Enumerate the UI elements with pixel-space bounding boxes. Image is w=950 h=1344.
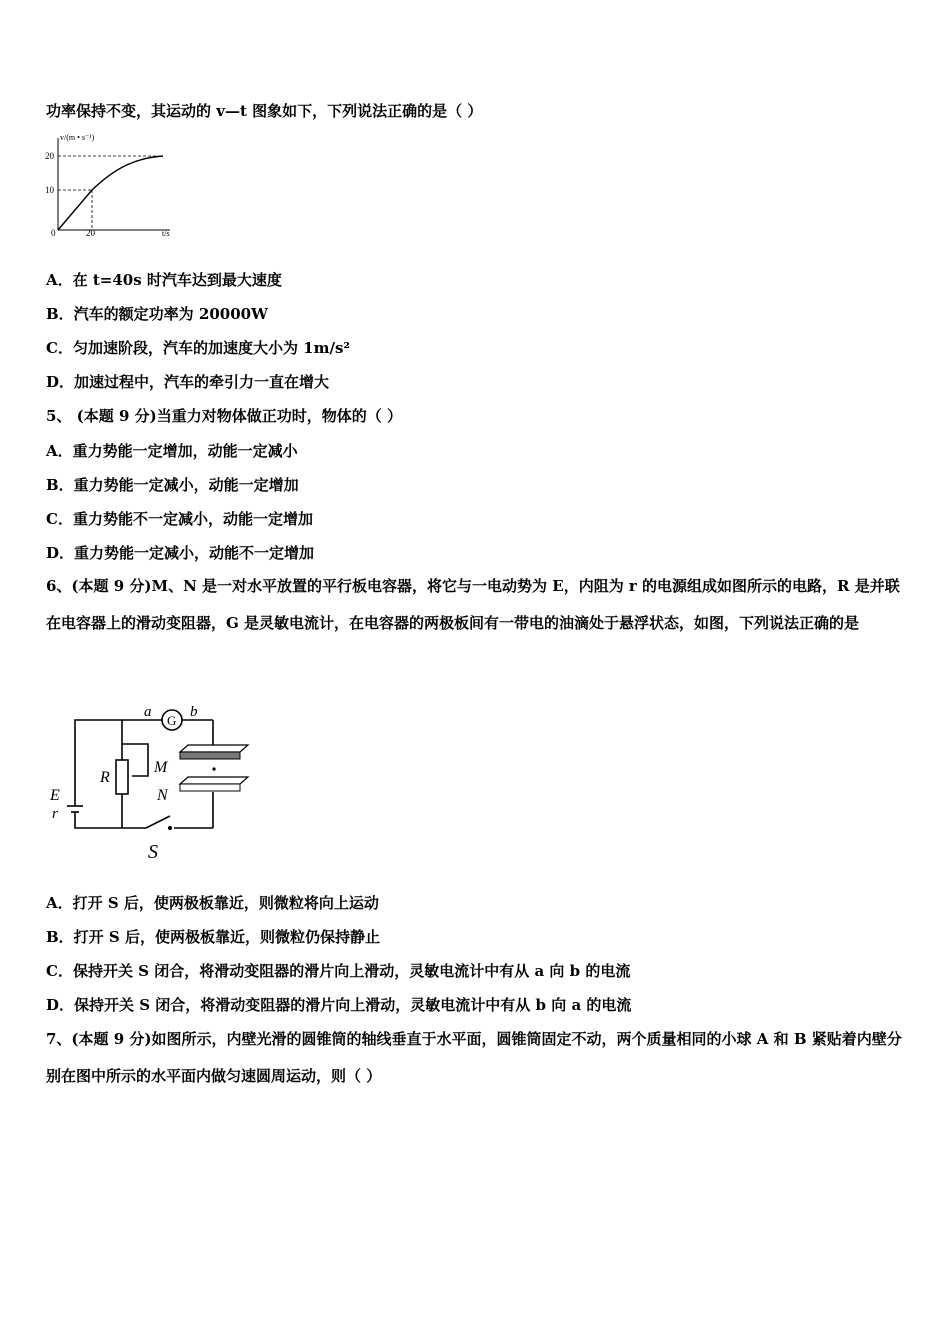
- label-s: S: [148, 841, 158, 863]
- label-r-rheostat: R: [100, 769, 110, 786]
- q6-option-a: A．打开 S 后，使两极板靠近，则微粒将向上运动: [46, 894, 379, 912]
- q6-option-b: B．打开 S 后，使两极板靠近，则微粒仍保持静止: [46, 928, 380, 946]
- y-axis-label: v/(m • s⁻¹): [60, 133, 95, 142]
- label-g: G: [167, 713, 177, 728]
- oil-droplet: [212, 767, 215, 770]
- q5-option-a: A．重力势能一定增加，动能一定减小: [46, 442, 298, 460]
- label-a: a: [144, 704, 152, 720]
- label-r-internal: r: [52, 806, 58, 822]
- label-b: b: [190, 704, 198, 720]
- rheostat: [116, 760, 128, 794]
- y-tick-10: 10: [45, 185, 54, 195]
- plate-m-top: [180, 745, 248, 752]
- q4-option-d: D．加速过程中，汽车的牵引力一直在增大: [46, 373, 330, 391]
- q5-option-b: B．重力势能一定减小，动能一定增加: [46, 476, 299, 494]
- q5-option-c: C．重力势能不一定减小，动能一定增加: [46, 510, 313, 528]
- q4-option-a: A．在 t=40s 时汽车达到最大速度: [46, 271, 282, 289]
- q6-option-d: D．保持开关 S 闭合，将滑动变阻器的滑片向上滑动，灵敏电流计中有从 b 向 a 的电流: [46, 996, 632, 1014]
- switch-contact: [168, 826, 172, 830]
- velocity-curve: [58, 156, 163, 230]
- plate-n-top: [180, 777, 248, 784]
- x-tick-0: 0: [51, 228, 56, 238]
- label-n: N: [157, 787, 168, 804]
- q5-option-d: D．重力势能一定减小，动能不一定增加: [46, 544, 315, 562]
- label-e: E: [50, 787, 60, 804]
- x-axis-label: t/s: [162, 229, 170, 238]
- switch-blade: [146, 816, 170, 828]
- vt-graph: [40, 128, 190, 243]
- q5-stem: 5、 (本题 9 分)当重力对物体做正功时，物体的（ ）: [46, 407, 402, 425]
- circuit-diagram: [40, 700, 270, 865]
- x-tick-20: 20: [86, 228, 95, 238]
- label-m: M: [154, 759, 168, 776]
- q4-option-b: B．汽车的额定功率为 20000W: [46, 305, 268, 323]
- q6-stem: 6、(本题 9 分)M、N 是一对水平放置的平行板电容器，将它与一电动势为 E，内阻为 r 的电源组成如图所示的电路，R 是并联在电容器上的滑动变阻器，G 是灵敏电流计，在电容器的两极板间有一带电的油滴处于悬浮状态，如图，下列说法正确的是: [46, 577, 900, 632]
- q7-stem: 7、(本题 9 分)如图所示，内壁光滑的圆锥筒的轴线垂直于水平面，圆锥筒固定不动，两个质量相同的小球 A 和 B 紧贴着内壁分别在图中所示的水平面内做匀速圆周运动，则（ ）: [46, 1030, 902, 1085]
- q4-option-c: C．匀加速阶段，汽车的加速度大小为 1m/s²: [46, 339, 350, 357]
- question-intro: 功率保持不变，其运动的 v—t 图象如下，下列说法正确的是（ ）: [46, 102, 483, 120]
- q6-option-c: C．保持开关 S 闭合，将滑动变阻器的滑片向上滑动，灵敏电流计中有从 a 向 b 的电流: [46, 962, 631, 980]
- plate-n: [180, 784, 240, 791]
- plate-m: [180, 752, 240, 759]
- y-tick-20: 20: [45, 151, 54, 161]
- wire-bottom-left: [75, 812, 146, 828]
